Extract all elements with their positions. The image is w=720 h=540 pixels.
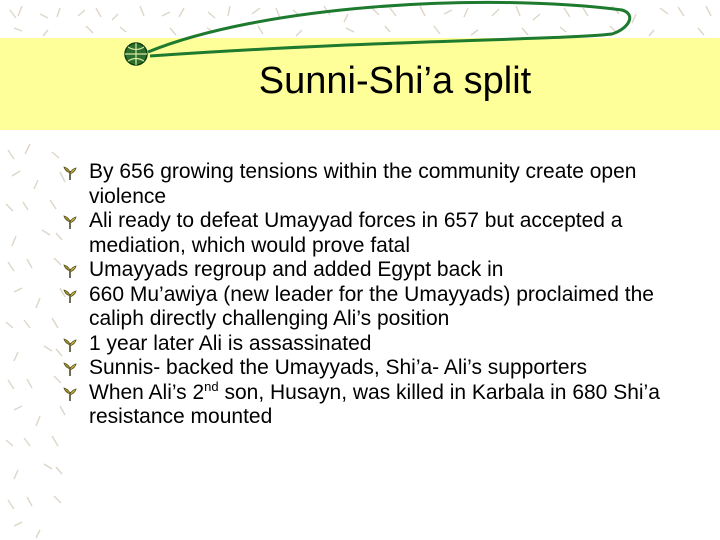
sprout-bullet-icon [62,361,78,377]
bullet-item [62,258,712,283]
sprout-bullet-icon [62,337,78,353]
bullet-list [62,160,712,430]
bullet-text: Ali ready to defeat Umayyad forces in 657 but accepted a mediation, which would prove fatal [89,209,623,257]
bullet-item [62,160,712,209]
bullet-text: 660 Mu’awiya (new leader for the Umayyads) proclaimed the caliph directly challenging Ali’s position [89,282,654,330]
bullet-item [62,332,712,357]
bullet-text-start: When Ali’s 2 [89,380,205,404]
sprout-bullet-icon [62,386,78,402]
sprout-bullet-icon [62,214,78,230]
bullet-text: Sunnis- backed the Umayyads, Shi’a- Ali’s supporters [89,356,588,379]
bullet-text-end: son, Husayn, was killed in Karbala in 680 Shi’a resistance mounted [89,380,660,428]
bullet-item [62,378,712,430]
bullet-item [62,209,712,258]
bullet-text: Umayyads regroup and added Egypt back in [89,258,504,281]
sprout-bullet-icon [62,288,78,304]
sprout-bullet-icon [62,263,78,279]
bullet-item [62,283,712,332]
sprout-bullet-icon [62,165,78,181]
bullet-item [62,356,712,381]
bullet-text: 1 year later Ali is assassinated [89,331,372,355]
ordinal-superscript: nd [204,378,219,394]
bullet-text: By 656 growing tensions within the community create open violence [89,160,637,208]
slide-title: Sunni-Shi’a split [258,60,532,102]
